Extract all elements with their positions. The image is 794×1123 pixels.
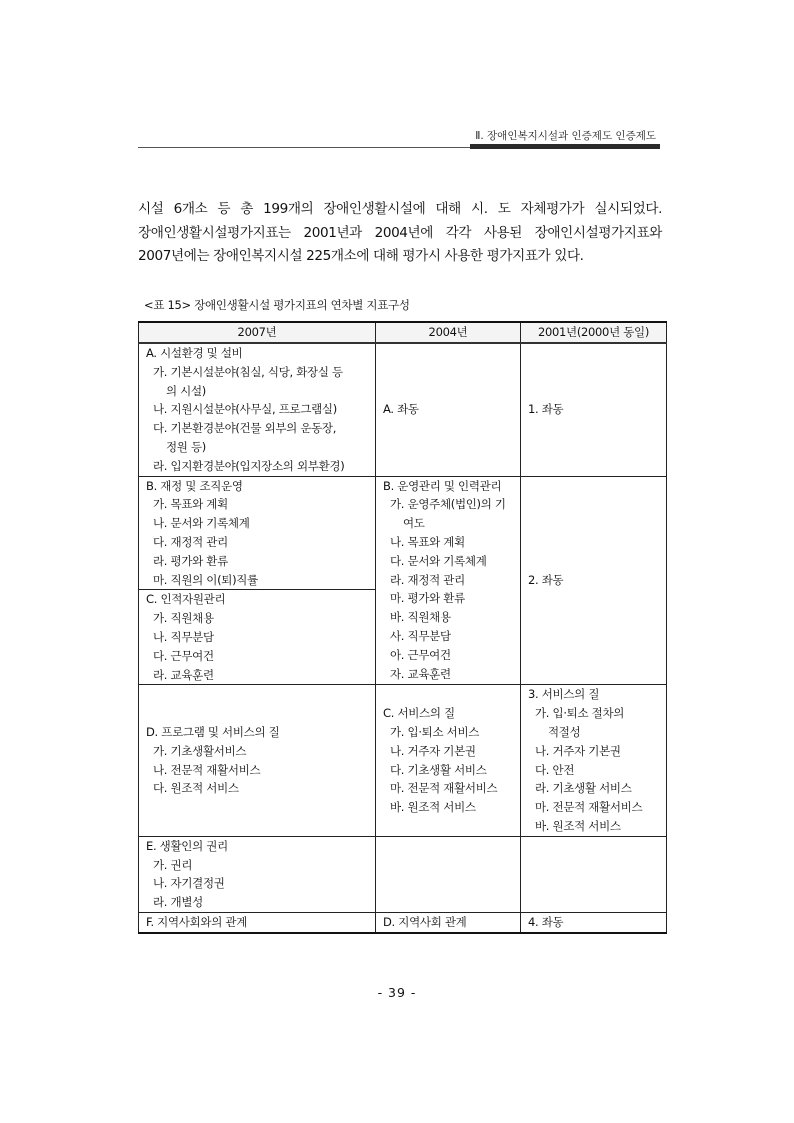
inner-divider <box>139 589 375 684</box>
cell-line: D. 지역사회 관계 <box>383 914 467 929</box>
cell-line: F. 지역사회와의 관계 <box>146 914 248 929</box>
header-2001: 2001년(2000년 동일) <box>521 322 667 343</box>
paragraph-line: 장애인생활시설평가지표는 2001년과 2004년에 각각 사용된 장애인시설평가지표와 <box>138 224 662 241</box>
cell-line: 1. 좌동 <box>528 402 564 417</box>
cell-2004 <box>376 476 521 685</box>
cell-line: 다. 원조적 서비스 <box>153 781 239 796</box>
cell-line: A. 시설환경 및 설비 <box>146 346 243 360</box>
cell-2004 <box>376 912 521 932</box>
cell-line: 가. 기초생활서비스 <box>153 743 247 758</box>
cell-2001 <box>521 685 667 836</box>
cell-line: 라. 평가와 환류 <box>153 553 228 568</box>
cell-line: 다. 기초생활 서비스 <box>390 762 487 777</box>
cell-line: 가. 입·퇴소 서비스 <box>390 724 480 739</box>
cell-line: 바. 원조적 서비스 <box>390 800 476 815</box>
cell-2004 <box>376 685 521 836</box>
cell-2007 <box>139 343 376 476</box>
cell-line: 가. 목표와 계획 <box>153 497 228 512</box>
cell-line: 나. 거주자 기본권 <box>390 743 476 758</box>
cell-line: 마. 전문적 재활서비스 <box>535 800 643 815</box>
cell-line: D. 프로그램 및 서비스의 질 <box>146 724 280 739</box>
table-caption: <표 15> 장애인생활시설 평가지표의 연차별 지표구성 <box>144 298 410 312</box>
cell-line: 나. 지원시설분야(사무실, 프로그램실) <box>153 402 337 417</box>
cell-line: A. 좌동 <box>383 402 419 417</box>
cell-line: 사. 직무분담 <box>390 628 451 643</box>
cell-2001 <box>521 476 667 685</box>
cell-2004 <box>376 836 521 912</box>
cell-line: 라. 개별성 <box>153 895 203 910</box>
page-number: - 39 - <box>377 985 417 1000</box>
cell-line: 나. 전문적 재활서비스 <box>153 762 261 777</box>
header-2004: 2004년 <box>376 322 521 343</box>
table-row <box>139 685 667 836</box>
cell-2001 <box>521 343 667 476</box>
header-tab-bar <box>470 144 660 149</box>
cell-line: 가. 권리 <box>153 857 193 872</box>
cell-line: 여도 <box>403 516 425 531</box>
paragraph-line: 시설 6개소 등 총 199개의 장애인생활시설에 대해 시. 도 자체평가가 실시되었다. <box>138 201 662 217</box>
cell-line: 바. 직원채용 <box>390 610 451 625</box>
cell-line: 다. 문서와 기록체계 <box>390 553 487 568</box>
cell-2007 <box>139 476 376 685</box>
cell-line: 다. 재정적 관리 <box>153 534 228 549</box>
cell-line: E. 생활인의 권리 <box>146 838 228 853</box>
cell-2007 <box>139 685 376 836</box>
cell-line: 라. 교육훈련 <box>153 667 214 682</box>
cell-line: 마. 평가와 환류 <box>390 591 465 606</box>
table-row <box>139 836 667 912</box>
cell-line: 나. 거주자 기본권 <box>535 743 621 758</box>
cell-line: 라. 재정적 관리 <box>390 572 465 587</box>
cell-line: 가. 기본시설분야(침실, 식당, 화장실 등 <box>153 364 343 379</box>
indicator-table <box>138 321 667 934</box>
cell-2001 <box>521 912 667 932</box>
cell-line: 적절성 <box>548 724 581 739</box>
paragraph-line: 2007년에는 장애인복지시설 225개소에 대해 평가시 사용한 평가지표가 있다. <box>138 248 584 264</box>
cell-line: 다. 근무여건 <box>153 648 214 663</box>
cell-line: 아. 근무여건 <box>390 647 451 662</box>
cell-line: 마. 전문적 재활서비스 <box>390 781 498 796</box>
cell-line: B. 운영관리 및 인력관리 <box>383 478 502 493</box>
cell-line: 마. 직원의 이(퇴)직률 <box>153 572 258 587</box>
table-row <box>139 912 667 932</box>
table-header-row <box>139 322 667 343</box>
cell-line: B. 재정 및 조직운영 <box>146 478 243 493</box>
cell-line: 라. 입지환경분야(입지장소의 외부환경) <box>153 458 345 473</box>
cell-line: 2. 좌동 <box>528 573 564 588</box>
cell-2004 <box>376 343 521 476</box>
cell-line: C. 서비스의 질 <box>383 706 455 721</box>
cell-line: 다. 기본환경분야(건물 외부의 운동장, <box>153 421 337 436</box>
cell-line: 바. 원조적 서비스 <box>535 818 621 833</box>
cell-2007 <box>139 836 376 912</box>
cell-line: 나. 목표와 계획 <box>390 534 465 549</box>
cell-2001 <box>521 836 667 912</box>
running-header-title: Ⅱ. 장애인복지시설과 인증제도 인증제도 <box>475 130 656 142</box>
cell-line: 정원 등) <box>166 439 206 454</box>
cell-2007 <box>139 912 376 932</box>
cell-line: C. 인적자원관리 <box>146 592 226 607</box>
table-row <box>139 343 667 476</box>
cell-line: 나. 문서와 기록체계 <box>153 516 250 531</box>
table-row <box>139 476 667 685</box>
body-paragraph <box>138 198 662 269</box>
cell-line: 자. 교육훈련 <box>390 666 451 681</box>
cell-line: 다. 안전 <box>535 762 575 777</box>
running-header <box>138 126 660 150</box>
cell-line: 가. 입·퇴소 절차의 <box>535 706 625 721</box>
header-2007: 2007년 <box>139 322 376 343</box>
cell-line: 가. 운영주체(법인)의 기 <box>390 497 506 512</box>
cell-line: 라. 기초생활 서비스 <box>535 781 632 796</box>
cell-line: 4. 좌동 <box>528 914 564 929</box>
cell-line: 나. 자기결정권 <box>153 876 225 891</box>
cell-line: 가. 직원채용 <box>153 611 214 626</box>
cell-line: 나. 직무분담 <box>153 629 214 644</box>
cell-line: 의 시설) <box>166 383 206 398</box>
cell-line: 3. 서비스의 질 <box>528 687 600 702</box>
